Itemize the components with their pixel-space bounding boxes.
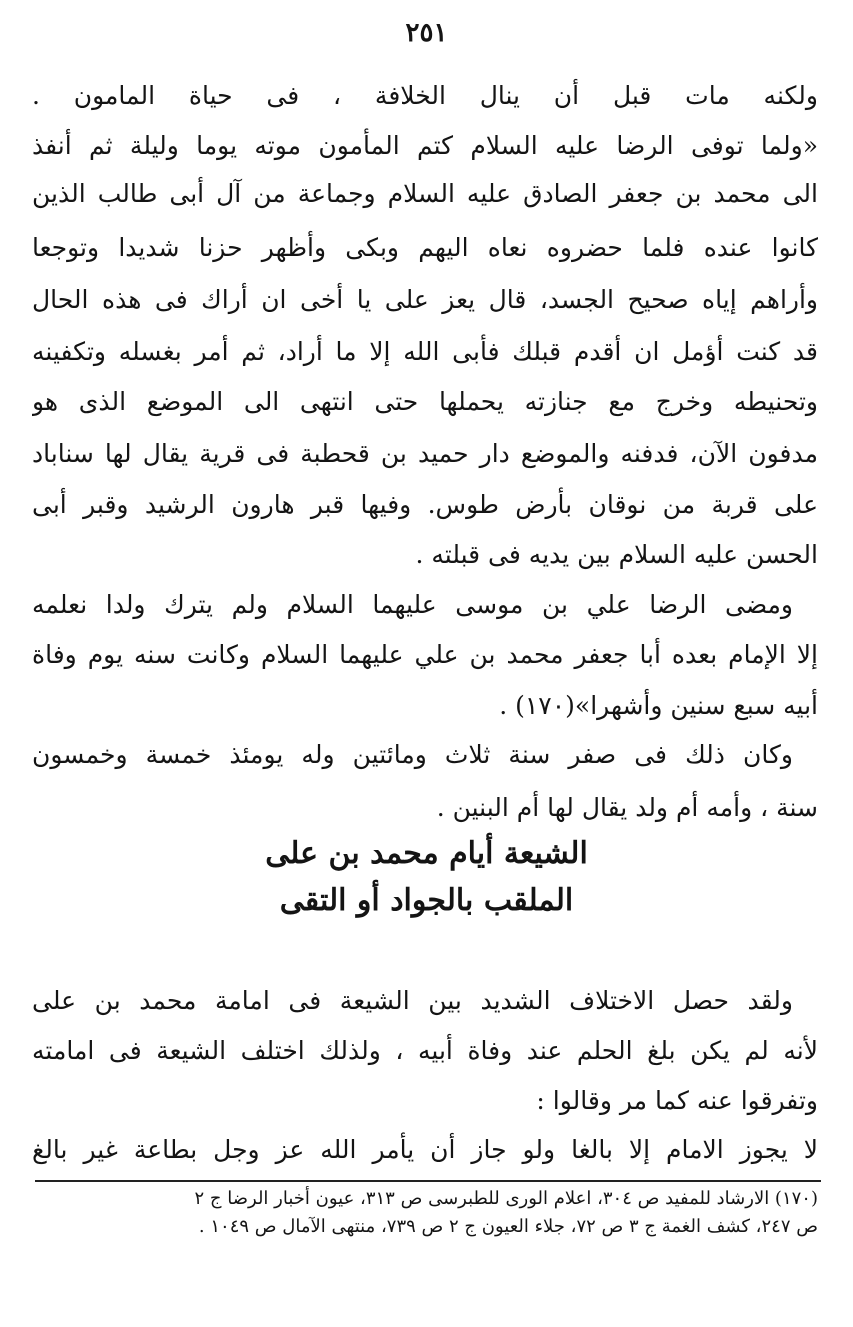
text-line: ولقد حصل الاختلاف الشديد بين الشيعة فى امامة محمد بن على — [32, 986, 793, 1015]
text-line: قد كنت أؤمل ان أقدم قبلك فأبى الله إلا ما أراد، ثم أمر بغسله وتكفينه — [32, 337, 818, 366]
text-line: كانوا عنده فلما حضروه نعاه اليهم وبكى وأظهر حزنا شديدا وتوجعا — [32, 233, 818, 262]
text-line: وأراهم إياه صحيح الجسد، قال يعز على يا أخى ان أراك فى هذه الحال — [32, 285, 818, 314]
text-line: ولكنه مات قبل أن ينال الخلافة ، فى حياة المامون . — [32, 81, 818, 110]
text-line: وكان ذلك فى صفر سنة ثلاث ومائتين وله يومئذ خمسة وخمسون — [32, 740, 793, 769]
text-line: لا يجوز الامام إلا بالغا ولو جاز أن يأمر الله عز وجل بطاعة غير بالغ — [32, 1135, 818, 1164]
section-heading-line-1: الشيعة أيام محمد بن على — [265, 836, 588, 871]
text-line: ومضى الرضا علي بن موسى عليهما السلام ولم يترك ولدا نعلمه — [32, 590, 793, 619]
text-line: وتفرقوا عنه كما مر وقالوا : — [536, 1086, 818, 1115]
text-line: «ولما توفى الرضا عليه السلام كتم المأمون موته يوما وليلة ثم أنفذ — [32, 131, 818, 160]
text-line: وتحنيطه وخرج مع جنازته يحملها حتى انتهى الى الموضع الذى هو — [32, 387, 818, 416]
footnote-separator — [35, 1180, 821, 1182]
text-line: الحسن عليه السلام بين يديه فى قبلته . — [415, 540, 818, 569]
footnote-line: (١٧٠) الارشاد للمفيد ص ٣٠٤، اعلام الورى للطبرسى ص ٣١٣، عيون أخبار الرضا ج ٢ — [194, 1188, 818, 1209]
text-line: مدفون الآن، فدفنه والموضع دار حميد بن قحطبة فى قرية يقال لها سناباد — [32, 439, 818, 468]
footnote-line: ص ٢٤٧، كشف الغمة ج ٣ ص ٧٢، جلاء العيون ج ٢ ص ٧٣٩، منتهى الآمال ص ١٠٤٩ . — [198, 1216, 818, 1237]
text-line: أبيه سبع سنين وأشهرا»(١٧٠) . — [499, 691, 818, 720]
text-line: لأنه لم يكن بلغ الحلم عند وفاة أبيه ، ولذلك اختلف الشيعة فى امامته — [32, 1036, 818, 1065]
text-line: إلا الإمام بعده أبا جعفر محمد بن علي عليهما السلام وكانت سنه يوم وفاة — [32, 640, 818, 669]
text-line: سنة ، وأمه أم ولد يقال لها أم البنين . — [436, 793, 818, 822]
page-number: ٢٥١ — [405, 18, 448, 48]
text-line: الى محمد بن جعفر الصادق عليه السلام وجماعة من آل أبى طالب الذين — [32, 179, 818, 208]
section-heading-line-2: الملقب بالجواد أو التقى — [279, 883, 574, 918]
text-line: على قربة من نوقان بأرض طوس. وفيها قبر هارون الرشيد وقبر أبى — [32, 490, 818, 519]
